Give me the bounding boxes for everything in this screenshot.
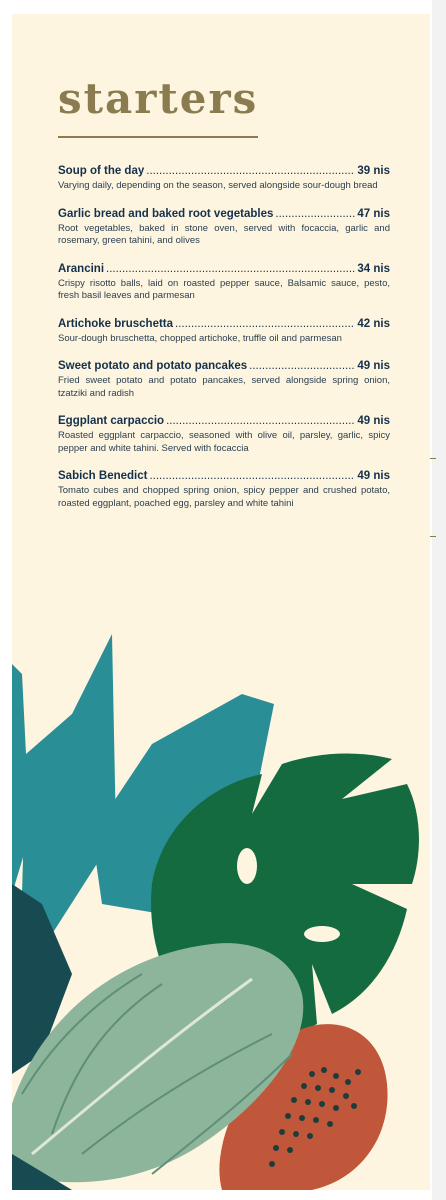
menu-page [12,14,430,1190]
item-name: Sweet potato and potato pancakes [58,360,248,372]
botanical-illustration [12,634,430,1190]
item-price: 47 nis [357,207,390,220]
item-name: Arancini [58,262,105,275]
menu-item [58,414,390,455]
title-underline [58,136,258,138]
item-description: Crispy risotto balls, laid on roasted pepper sauce, Balsamic sauce, pesto, fresh basil leaves and parmesan [58,277,390,301]
item-description: Tomato cubes and chopped spring onion, spicy pepper and crushed potato, roasted eggplant, poached egg, parsley and white tahini [58,485,390,509]
monstera-hole [237,848,257,884]
item-description: Fried sweet potato and potato pancakes, served alongside spring onion, tzatziki and radish [58,375,390,399]
dot-leader [166,414,355,429]
menu-item [58,164,390,193]
dot-leader [249,359,355,374]
dot-leader [146,164,355,179]
item-description: Roasted eggplant carpaccio, seasoned with olive oil, parsley, garlic, spicy pepper and white tahini. Served with focaccia [58,430,390,454]
item-name: Garlic bread and baked root vegetables [58,207,274,220]
item-price: 49 nis [357,415,390,427]
menu-item [58,207,390,248]
item-name: Sabich Benedict [58,470,148,482]
item-description: Sour-dough bruschetta, chopped artichoke, truffle oil and parmesan [58,332,342,344]
item-price: 49 nis [357,360,390,372]
item-price: 34 nis [357,262,390,275]
menu-item [58,317,390,346]
monstera-hole [304,926,340,942]
dot-leader [275,207,355,222]
dot-leader [175,317,355,332]
item-description: Root vegetables, baked in stone oven, served with focaccia, garlic and rosemary, green tahini, and olives [58,222,390,246]
dot-leader [106,262,355,277]
item-name: Artichoke bruschetta [58,317,174,330]
item-price: 42 nis [357,317,390,330]
menu-item [58,262,390,303]
page-margin [432,0,446,1200]
item-name: Eggplant carpaccio [58,415,165,427]
menu-list [58,164,390,524]
section-title: starters [58,74,259,123]
item-name: Soup of the day [58,165,145,177]
item-description: Varying daily, depending on the season, served alongside sour-dough bread [58,180,378,191]
dot-leader [149,469,355,484]
item-price: 49 nis [357,470,390,482]
menu-item [58,359,390,400]
item-price: 39 nis [357,165,390,177]
menu-item [58,469,390,510]
